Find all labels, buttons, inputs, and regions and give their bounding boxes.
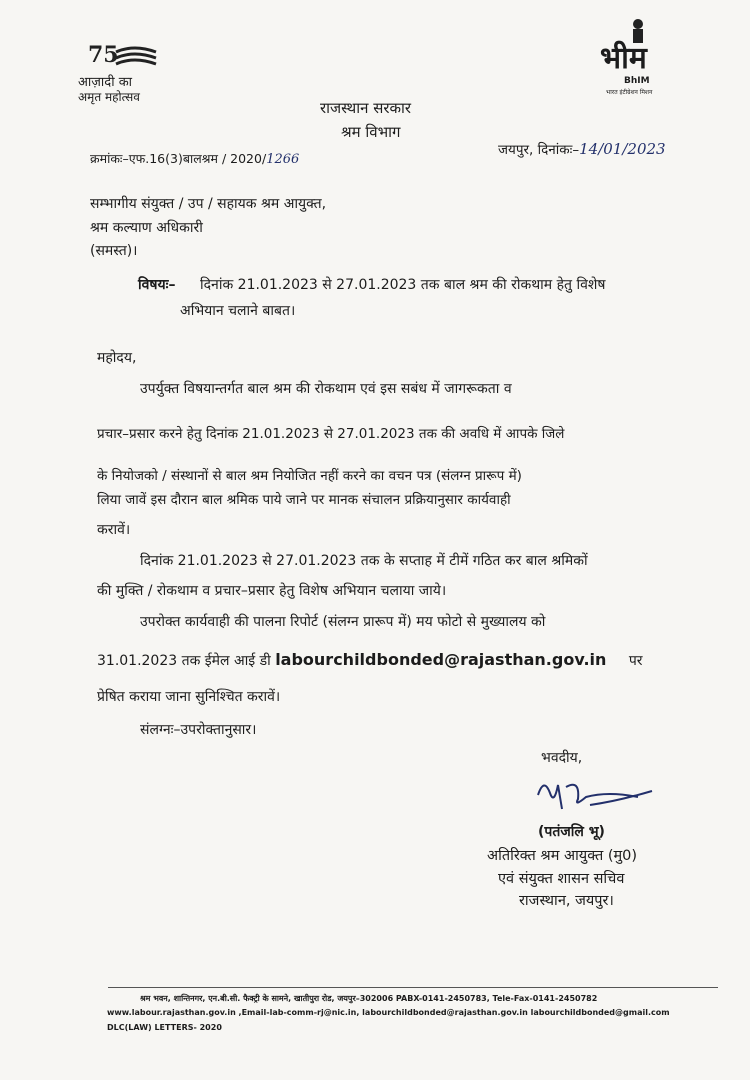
paragraph2-line1: दिनांक 21.01.2023 से 27.01.2023 तक के सप्ताह में टीमें गठित कर बाल श्रमिकों — [140, 553, 588, 569]
paragraph1-line4: लिया जावें इस दौरान बाल श्रमिक पाये जाने पर मानक संचालन प्रक्रियानुसार कार्यवाही — [97, 492, 511, 508]
bhim-tagline: भारत इंटीग्रेशन मिशन — [606, 89, 653, 96]
addressee-line2: श्रम कल्याण अधिकारी — [90, 220, 203, 236]
subject-line1: दिनांक 21.01.2023 से 27.01.2023 तक बाल श्रम की रोकथाम हेतु विशेष — [200, 277, 606, 293]
paragraph3-line3: प्रेषित कराया जाना सुनिश्चित करावें। — [97, 689, 281, 705]
enclosure-note: संलग्नः–उपरोक्तानुसार। — [140, 722, 257, 738]
bhim-title: भीम — [600, 41, 647, 76]
signatory-designation1: अतिरिक्त श्रम आयुक्त (मु0) — [487, 848, 638, 864]
date-handwritten: 14/01/2023 — [579, 140, 666, 158]
footer-code: DLC(LAW) LETTERS- 2020 — [107, 1023, 222, 1032]
closing: भवदीय, — [541, 750, 583, 766]
footer-contacts: www.labour.rajasthan.gov.in ,Email-lab-comm-rj@nic.in, labourchildbonded@rajasthan.gov.in labourchildbonded@gmail.com — [107, 1008, 670, 1017]
flag-stripes-icon — [114, 46, 158, 68]
salutation: महोदय, — [97, 350, 137, 366]
paragraph1-line2: प्रचार–प्रसार करने हेतु दिनांक 21.01.2023 से 27.01.2023 तक की अवधि में आपके जिले — [97, 426, 565, 442]
date-prefix: जयपुर, दिनांकः– — [498, 142, 580, 158]
azadi-ka-amrit-mahotsav-logo — [70, 42, 180, 102]
bhim-logo — [598, 18, 698, 98]
department-name: श्रम विभाग — [341, 123, 401, 141]
bhim-subtitle: BhIM — [624, 76, 650, 86]
signatory-designation2: एवं संयुक्त शासन सचिव — [498, 871, 625, 887]
paragraph1-line5: करावें। — [97, 522, 131, 538]
subject-line2: अभियान चलाने बाबत। — [180, 303, 296, 319]
paragraph3-line2-start: 31.01.2023 तक ईमेल आई डी — [97, 653, 271, 669]
government-name: राजस्थान सरकार — [320, 99, 412, 117]
addressee-line1: सम्भागीय संयुक्त / उप / सहायक श्रम आयुक्त, — [90, 196, 327, 212]
paragraph1-line3: के नियोजको / संस्थानों से बाल श्रम नियोजित नहीं करने का वचन पत्र (संलग्न प्रारूप में) — [97, 468, 522, 484]
logo-number: 75 — [88, 42, 119, 68]
reference-handwritten: 1266 — [266, 152, 300, 167]
reference-number — [90, 150, 299, 167]
paragraph3-line2-end: पर — [628, 653, 643, 669]
subject-label: विषयः– — [138, 277, 176, 293]
signatory-name: (पतंजलि भू) — [538, 824, 605, 840]
addressee-line3: (समस्त)। — [90, 243, 138, 259]
paragraph3-line1: उपरोक्त कार्यवाही की पालना रिपोर्ट (संलग्न प्रारूप में) मय फोटो से मुख्यालय को — [140, 614, 546, 630]
reference-prefix: क्रमांकः–एफ.16(3)बालश्रम / 2020/ — [90, 151, 267, 166]
handwritten-signature — [528, 775, 658, 815]
paragraph2-line2: की मुक्ति / रोकथाम व प्रचार–प्रसार हेतु विशेष अभियान चलाया जाये। — [97, 583, 447, 599]
contact-email: labourchildbonded@rajasthan.gov.in — [275, 650, 607, 669]
letter-date — [498, 140, 666, 158]
logo-text-line1: आज़ादी का — [78, 75, 133, 90]
logo-text-line2: अमृत महोत्सव — [78, 90, 140, 104]
paragraph3-line2 — [97, 650, 643, 670]
signatory-designation3: राजस्थान, जयपुर। — [519, 893, 614, 909]
footer-address: श्रम भवन, शान्तिनगर, एन.बी.सी. फैक्ट्री के सामने, खातीपुरा रोड, जयपुर–302006 PABX-0141-2450783, Tele-Fax-0141-2450782 — [140, 994, 598, 1003]
footer-divider — [108, 987, 718, 988]
paragraph1-line1: उपर्युक्त विषयान्तर्गत बाल श्रम की रोकथाम एवं इस सबंध में जागरूकता व — [140, 381, 512, 397]
